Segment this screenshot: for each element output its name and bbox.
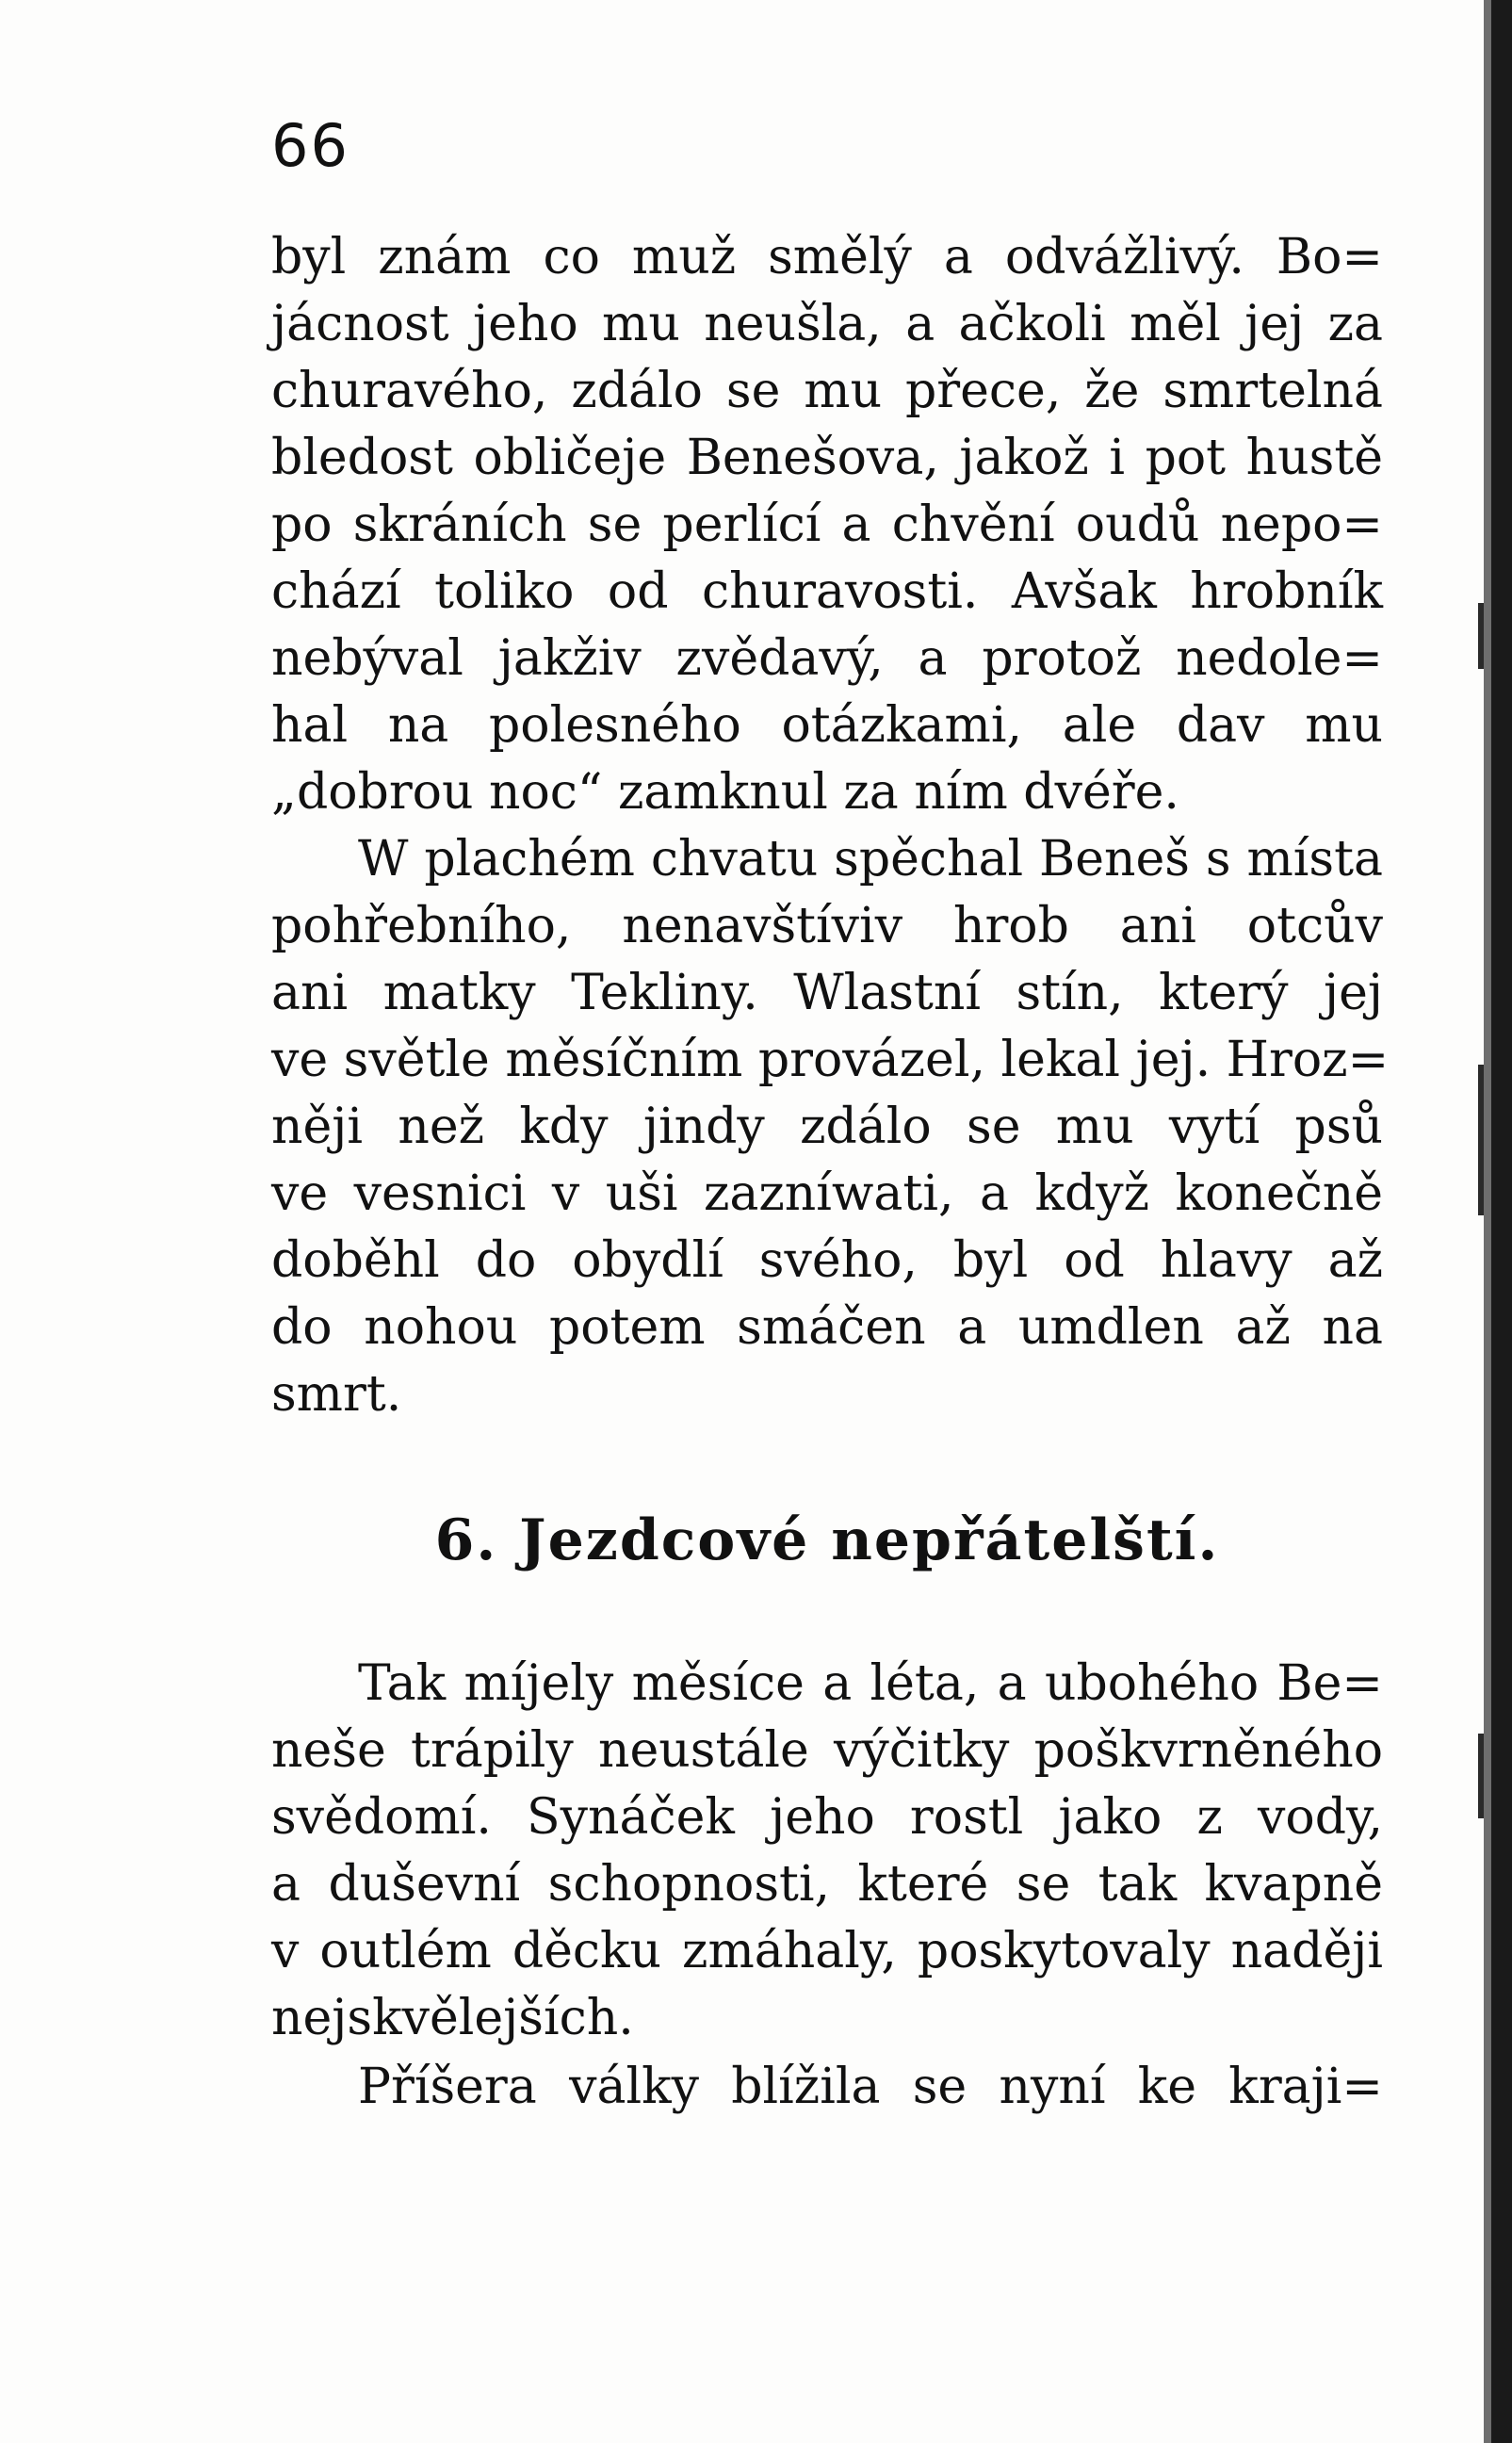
text-line: nejskvělejších. bbox=[271, 1990, 634, 2046]
text-line: něji než kdy jindy zdálo se mu vytí psů bbox=[271, 1099, 1383, 1155]
text-line: byl znám co muž smělý a odvážlivý. Bo= bbox=[271, 229, 1383, 285]
text-line: hal na polesného otázkami, ale dav mu bbox=[271, 697, 1383, 754]
text-line: ani matky Tekliny. Wlastní stín, který jej bbox=[271, 965, 1383, 1021]
text-line: do nohou potem smáčen a umdlen až na bbox=[271, 1299, 1383, 1356]
text-line: jácnost jeho mu neušla, a ačkoli měl jej za bbox=[271, 296, 1383, 352]
text-line: bledost obličeje Benešova, jakož i pot hustě bbox=[271, 430, 1383, 486]
chapter-heading: 6. Jezdcové nepřátelští. bbox=[434, 1507, 1220, 1573]
paragraph-2 bbox=[271, 826, 1390, 1428]
page-number: 66 bbox=[271, 111, 350, 180]
edge-notch bbox=[1478, 1734, 1484, 1818]
paragraph-4 bbox=[271, 2054, 1383, 2121]
text-line: a duševní schopnosti, které se tak kvapně bbox=[271, 1856, 1383, 1913]
text-line: smrt. bbox=[271, 1366, 402, 1423]
text-line: ve světle měsíčním provázel, lekal jej. Hroz= bbox=[271, 1032, 1390, 1088]
text-line: svědomí. Synáček jeho rostl jako z vody, bbox=[271, 1789, 1383, 1846]
paragraph-1 bbox=[271, 224, 1383, 826]
edge-notch bbox=[1478, 603, 1484, 669]
text-line: v outlém děcku zmáhaly, poskytovaly naději bbox=[271, 1923, 1383, 1979]
text-line: churavého, zdálo se mu přece, že smrtelná bbox=[271, 363, 1383, 419]
text-line: neše trápily neustále výčitky poškvrněného bbox=[271, 1722, 1383, 1779]
page-edge-shadow bbox=[1484, 0, 1491, 2443]
book-binding-edge bbox=[1491, 0, 1512, 2443]
paragraph-3 bbox=[271, 1651, 1383, 2052]
text-line: „dobrou noc“ zamknul za ním dvéře. bbox=[271, 764, 1179, 821]
edge-notch bbox=[1478, 1065, 1484, 1215]
text-line: nebýval jakživ zvědavý, a protož nedole= bbox=[271, 630, 1383, 687]
text-line: Tak míjely měsíce a léta, a ubohého Be= bbox=[358, 1655, 1383, 1712]
text-line: W plachém chvatu spěchal Beneš s místa bbox=[358, 831, 1383, 888]
text-line: Příšera války blížila se nyní ke kraji= bbox=[358, 2059, 1383, 2115]
text-line: ve vesnici v uši zazníwati, a když konečně bbox=[271, 1165, 1383, 1222]
text-line: pohřebního, nenavštíviv hrob ani otcův bbox=[271, 898, 1383, 954]
text-line: po skráních se perlící a chvění oudů nepo= bbox=[271, 497, 1383, 553]
text-line: chází toliko od churavosti. Avšak hrobník bbox=[271, 563, 1383, 620]
text-line: doběhl do obydlí svého, byl od hlavy až bbox=[271, 1232, 1383, 1289]
